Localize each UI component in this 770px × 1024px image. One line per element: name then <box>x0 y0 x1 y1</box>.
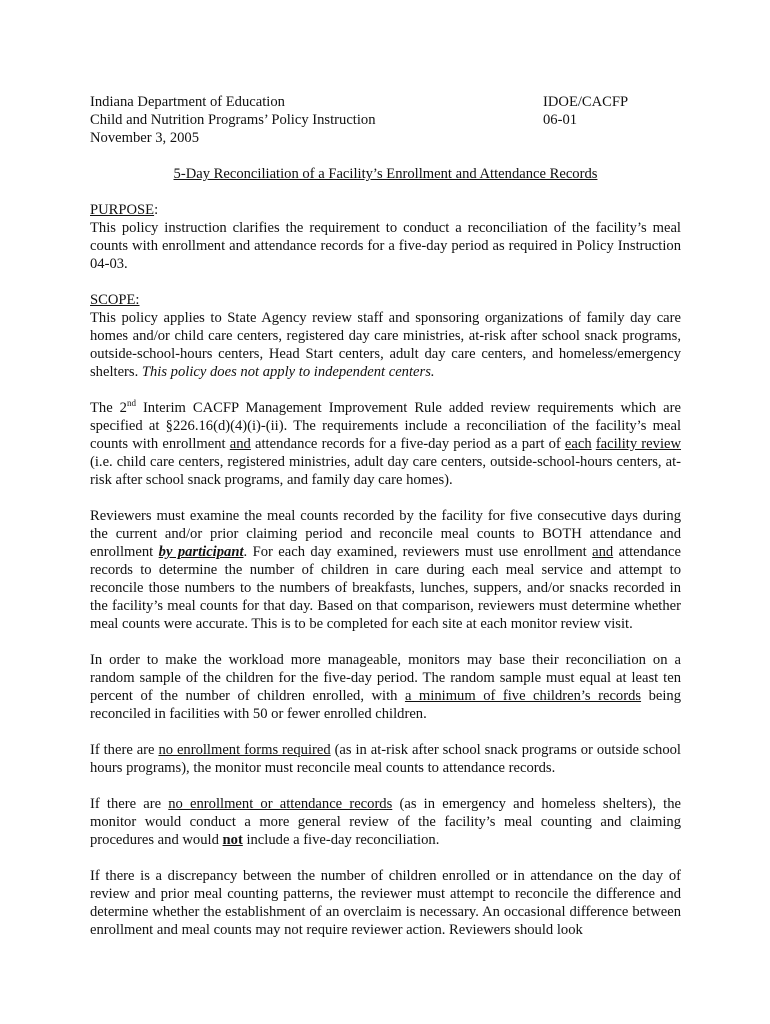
p3-text-a: In order to make the workload more manageable, monitors may base their reconciliation on a random sample of the children for the five-day period. The random sample must equal at least ten percent of the number of children enrolled, with <box>90 652 681 704</box>
paragraph-rule <box>90 399 681 489</box>
p5-text-b: (as in emergency and homeless shelters), the monitor would conduct a more general review of the facility’s meal counting and claiming procedures and would <box>90 796 681 848</box>
scope-section <box>90 291 681 381</box>
p2-text-c: attendance records to determine the number of children in care during each meal service and attempt to reconcile those numbers to the numbers of breakfasts, lunches, suppers, and/or snacks recorded in the facility’s meal counts for that day. Based on that comparison, reviewers must determine whether meal counts were accurate. This is to be completed for each site at each monitor review visit. <box>90 544 681 632</box>
p5-emphasis-not: not <box>222 832 243 848</box>
purpose-section <box>90 201 681 273</box>
p2-underline-and: and <box>592 544 614 560</box>
p1-text-c: attendance records for a five-day period as a part of <box>250 436 565 452</box>
paragraph-reviewers <box>90 507 681 633</box>
header-row-2 <box>90 111 681 129</box>
document-type: Child and Nutrition Programs’ Policy Instruction <box>90 112 376 128</box>
scope-heading: SCOPE: <box>90 292 140 308</box>
p1-superscript: nd <box>126 398 136 409</box>
purpose-heading-text: PURPOSE <box>90 202 155 218</box>
p1-text-b: Interim CACFP Management Improvement Rule added review requirements which are specified at §226.16(d)(4)(i)-(ii). The requirements include a reconciliation of the facility’s meal counts with enrollment <box>90 400 681 452</box>
document-date: November 3, 2005 <box>90 130 200 146</box>
p3-text-b: being reconciled in facilities with 50 or fewer enrolled children. <box>90 688 681 722</box>
p5-text-a: If there are <box>90 796 169 812</box>
p3-underline-minimum: a minimum of five children’s records <box>404 688 642 704</box>
p4-text-b: (as in at-risk after school snack programs or outside school hours programs), the monitor must reconcile meal counts to attendance records. <box>90 742 681 776</box>
p1-text-e: (i.e. child care centers, registered ministries, adult day care centers, outside-school-hours centers, at-risk after school snack programs, and family day care homes). <box>90 454 681 488</box>
p2-text-a: Reviewers must examine the meal counts recorded by the facility for five consecutive days during the current and/or prior claiming period and reconcile meal counts to BOTH attendance and enrollment <box>90 508 681 560</box>
purpose-text: This policy instruction clarifies the requirement to conduct a reconciliation of the facility’s meal counts with enrollment and attendance records for a five-day period as required in Policy Instruction 04-03. <box>90 220 681 272</box>
paragraph-discrepancy: If there is a discrepancy between the number of children enrolled or in attendance on the day of review and prior meal counting patterns, the reviewer must attempt to reconcile the difference and determine whether the establishment of an overclaim is necessary. An occasional difference between enrollment and meal counts may not require reviewer action. Reviewers should look <box>90 868 681 938</box>
p2-emphasis-by-participant: by participant <box>158 544 244 560</box>
p2-text-b: . For each day examined, reviewers must use enrollment <box>243 544 593 560</box>
scope-text <box>90 309 681 381</box>
p1-underline-and: and <box>229 436 251 452</box>
p5-text-c: include a five-day reconciliation. <box>242 832 440 848</box>
header-row-1 <box>90 93 681 111</box>
scope-exclusion: This policy does not apply to independent centers. <box>141 364 435 380</box>
p5-underline-no-records: no enrollment or attendance records <box>168 796 393 812</box>
p1-underline-facility-review: facility review <box>595 436 682 452</box>
org-name: Indiana Department of Education <box>90 94 285 110</box>
paragraph-no-records <box>90 795 681 849</box>
p4-text-a: If there are <box>90 742 159 758</box>
document-page <box>90 93 681 939</box>
paragraph-random-sample <box>90 651 681 723</box>
document-header <box>90 93 681 147</box>
instruction-number: 06-01 <box>543 112 578 128</box>
p4-underline-no-enrollment: no enrollment forms required <box>158 742 331 758</box>
purpose-heading-colon: : <box>154 202 159 218</box>
program-code: IDOE/CACFP <box>543 94 629 110</box>
paragraph-no-enrollment <box>90 741 681 777</box>
p1-underline-each: each <box>564 436 592 452</box>
p1-text-a: The 2 <box>90 400 127 416</box>
scope-text-main: This policy applies to State Agency review staff and sponsoring organizations of family day care homes and/or child care centers, registered day care ministries, at-risk after school snack programs, outside-school-hours centers, Head Start centers, adult day care centers, and homeless/emergency shelters. <box>90 310 681 380</box>
document-title: 5-Day Reconciliation of a Facility’s Enrollment and Attendance Records <box>173 166 598 182</box>
purpose-heading <box>90 201 681 219</box>
